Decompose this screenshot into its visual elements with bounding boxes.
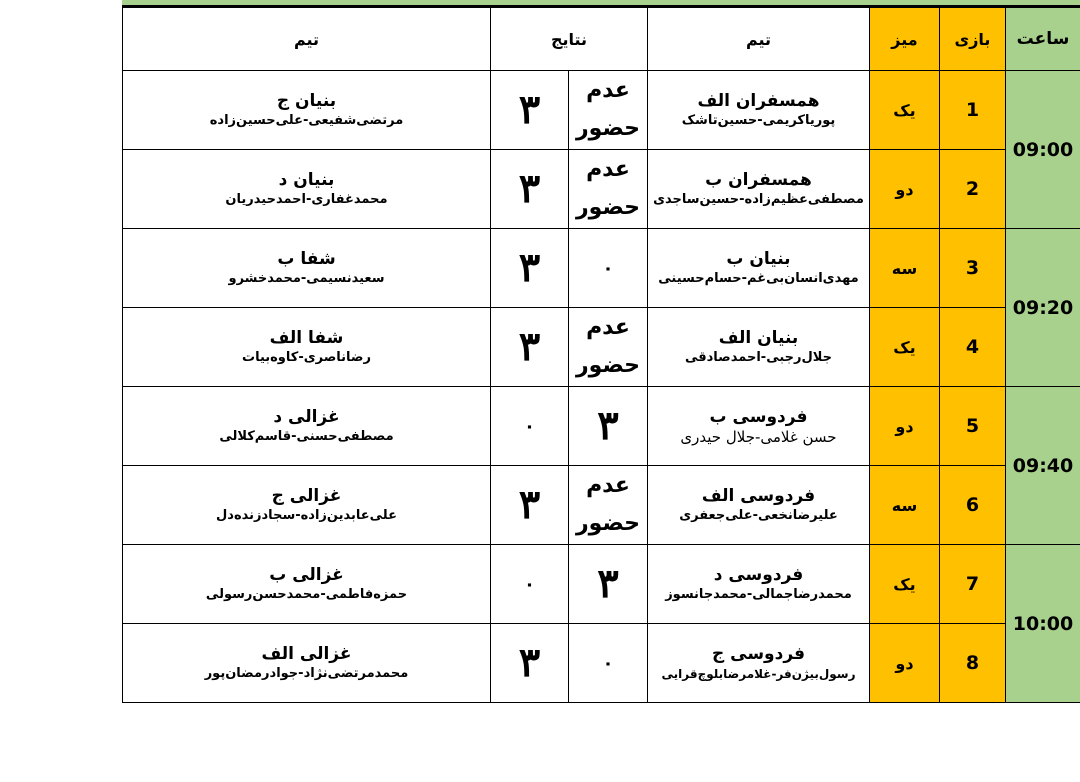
away-team-players: محمدغفاری-احمدحیدریان xyxy=(225,192,388,207)
home-team xyxy=(648,229,870,308)
table-number: دو xyxy=(870,150,940,229)
table-number: دو xyxy=(870,387,940,466)
time-slot: 09:40 xyxy=(1006,387,1080,545)
table-number: سه xyxy=(870,229,940,308)
home-score: عدم حضور xyxy=(569,466,648,545)
away-score: ۳ xyxy=(491,71,569,150)
home-team-name: فردوسی ج xyxy=(711,644,806,664)
time-slot: 10:00 xyxy=(1006,545,1080,703)
away-team-name: شفا ب xyxy=(277,249,336,269)
home-team-name: فردوسی ب xyxy=(709,407,808,427)
table-row xyxy=(123,545,1080,624)
home-team-players: حسن غلامی-جلال حیدری xyxy=(680,428,837,446)
match-schedule-table xyxy=(122,7,1080,703)
table-row xyxy=(123,229,1080,308)
away-team-name: غزالی الف xyxy=(261,644,352,664)
away-team xyxy=(123,150,491,229)
table-number: یک xyxy=(870,308,940,387)
away-score: ۳ xyxy=(491,150,569,229)
away-team-players: مرتضی‌شفیعی-علی‌حسین‌زاده xyxy=(209,113,404,128)
away-team-players: محمدمرتضی‌نژاد-جوادرمضان‌پور xyxy=(204,666,409,681)
game-number: 7 xyxy=(940,545,1006,624)
away-team xyxy=(123,545,491,624)
home-team xyxy=(648,466,870,545)
table-number: دو xyxy=(870,624,940,703)
away-score: ۳ xyxy=(491,466,569,545)
home-team-players: رسول‌بیژن‌فر-غلامرضابلوچ‌قرایی xyxy=(661,667,856,681)
table-row xyxy=(123,150,1080,229)
away-team-name: غزالی ب xyxy=(269,565,344,585)
away-score: ۳ xyxy=(491,624,569,703)
home-team xyxy=(648,624,870,703)
header-results: نتایج xyxy=(491,8,648,71)
top-band xyxy=(122,0,1080,7)
header-team-home: تیم xyxy=(648,8,870,71)
game-number: 5 xyxy=(940,387,1006,466)
home-team-players: پوریاکریمی-حسین‌تاشک xyxy=(681,113,836,128)
away-team-name: بنیان ج xyxy=(276,91,337,111)
away-team xyxy=(123,308,491,387)
home-score: عدم حضور xyxy=(569,150,648,229)
table-number: یک xyxy=(870,545,940,624)
header-team-away: تیم xyxy=(123,8,491,71)
away-team xyxy=(123,71,491,150)
header-time: ساعت xyxy=(1006,8,1080,71)
home-team-name: فردوسی الف xyxy=(701,486,816,506)
away-team-name: غزالی ج xyxy=(271,486,342,506)
game-number: 8 xyxy=(940,624,1006,703)
table-row xyxy=(123,466,1080,545)
header-game: بازی xyxy=(940,8,1006,71)
time-slot: 09:00 xyxy=(1006,71,1080,229)
home-team-players: جلال‌رجبی-احمدصادقی xyxy=(684,350,833,365)
away-team-name: غزالی د xyxy=(273,407,340,427)
home-team-name: همسفران ب xyxy=(705,170,812,190)
home-score: ۳ xyxy=(569,545,648,624)
game-number: 2 xyxy=(940,150,1006,229)
away-score: ۳ xyxy=(491,308,569,387)
away-team-players: حمزه‌فاطمی-محمدحسن‌رسولی xyxy=(205,587,408,602)
header-table: میز xyxy=(870,8,940,71)
away-team xyxy=(123,229,491,308)
table-row xyxy=(123,387,1080,466)
table-row xyxy=(123,71,1080,150)
away-score: ۳ xyxy=(491,229,569,308)
home-team-name: فردوسی د xyxy=(713,565,804,585)
time-slot: 09:20 xyxy=(1006,229,1080,387)
home-team-name: همسفران الف xyxy=(697,91,820,111)
away-team-players: رضاناصری-کاوه‌بیات xyxy=(242,350,371,365)
table-number: سه xyxy=(870,466,940,545)
away-team-players: مصطفی‌حسنی-قاسم‌کلالی xyxy=(219,429,394,444)
away-team xyxy=(123,387,491,466)
away-team-players: علی‌عابدین‌زاده-سجادزنده‌دل xyxy=(216,508,397,523)
away-team-name: شفا الف xyxy=(269,328,344,348)
home-team xyxy=(648,71,870,150)
home-team xyxy=(648,150,870,229)
home-team-players: مهدی‌انسان‌بی‌غم-حسام‌حسینی xyxy=(658,271,859,286)
home-score: عدم حضور xyxy=(569,308,648,387)
home-score: ۰ xyxy=(569,229,648,308)
game-number: 1 xyxy=(940,71,1006,150)
game-number: 6 xyxy=(940,466,1006,545)
game-number: 4 xyxy=(940,308,1006,387)
away-score: ۰ xyxy=(491,545,569,624)
away-score: ۰ xyxy=(491,387,569,466)
home-team-players: مصطفی‌عظیم‌زاده-حسین‌ساجدی xyxy=(653,192,864,207)
away-team-players: سعیدنسیمی-محمدخشرو xyxy=(228,271,385,286)
away-team xyxy=(123,466,491,545)
home-team-players: علیرضانخعی-علی‌جعفری xyxy=(679,508,838,523)
home-team xyxy=(648,387,870,466)
game-number: 3 xyxy=(940,229,1006,308)
home-team-name: بنیان الف xyxy=(718,328,799,348)
home-score: ۳ xyxy=(569,387,648,466)
home-team xyxy=(648,308,870,387)
home-score: ۰ xyxy=(569,624,648,703)
home-score: عدم حضور xyxy=(569,71,648,150)
away-team xyxy=(123,624,491,703)
table-row xyxy=(123,624,1080,703)
table-row xyxy=(123,308,1080,387)
table-number: یک xyxy=(870,71,940,150)
home-team-name: بنیان ب xyxy=(726,249,791,269)
header-row xyxy=(123,8,1080,71)
away-team-name: بنیان د xyxy=(278,170,335,190)
home-team-players: محمدرضاجمالی-محمدجانسوز xyxy=(665,587,852,602)
home-team xyxy=(648,545,870,624)
